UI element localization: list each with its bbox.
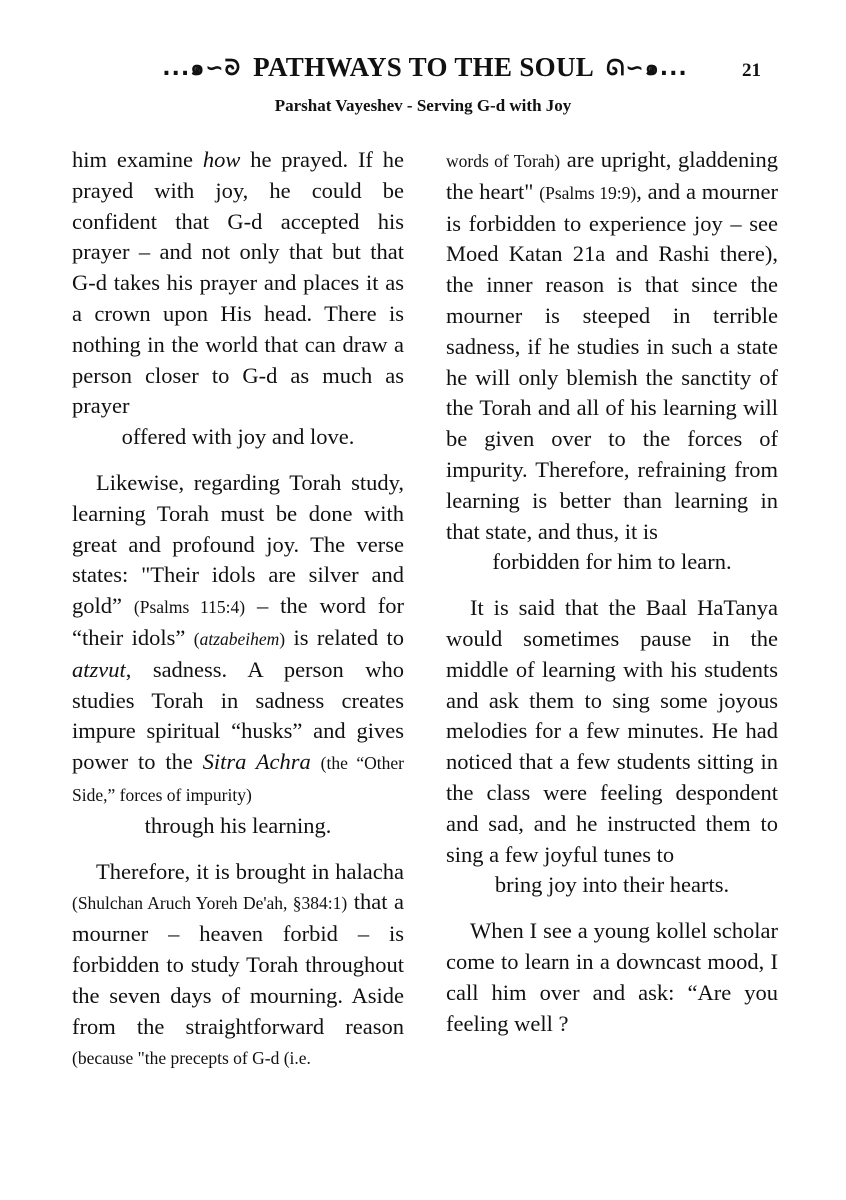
emphasis-text: Sitra Achra [202, 749, 311, 775]
text-run: , sadness. A person who studies Torah in sadness creates impure spiritual “husks” and gives power to the [72, 656, 404, 775]
citation: (the “Other Side,” forces of impurity) [72, 753, 405, 805]
chapter-subtitle: Parshat Vayeshev - Serving G-d with Joy [274, 96, 572, 115]
ornament-left-icon: ...๑∽ᘐ [162, 56, 242, 81]
text-run: – the word for “their idols” [72, 593, 404, 650]
running-header [0, 50, 846, 90]
paragraph-mourner-continued [446, 145, 778, 547]
text-run: is related to [285, 624, 405, 650]
paragraph-torah-study [72, 468, 404, 811]
citation: (because "the precepts of G-d (i.e. [72, 1048, 311, 1069]
emphasis-text: atzvut [72, 656, 126, 682]
page-number: 21 [742, 60, 761, 81]
right-column [446, 145, 778, 1039]
paragraph-end-line: forbidden for him to learn. [492, 549, 732, 575]
citation: words of Torah) [446, 151, 561, 171]
text-run: When I see a young kollel scholar come to learn in a downcast mood, I call him over and ask: “Are you feeling well ? [446, 918, 778, 1036]
citation-term: atzabeihem [199, 628, 280, 649]
text-run: Likewise, regarding Torah study, learning Torah must be done with great and profound joy. The verse states: "Their idols are silver and gold” [72, 469, 404, 619]
citation: (Psalms 115:4) [133, 597, 246, 618]
citation-open: ( [193, 628, 200, 649]
ornament-right-icon: ᘏ∽๑... [606, 56, 688, 81]
emphasis-text: how [202, 147, 241, 172]
paragraph-mourner [72, 857, 404, 1075]
paragraph-kollel-scholar [446, 916, 778, 1039]
paragraph-end-line: bring joy into their hearts. [494, 872, 730, 898]
text-run: are upright, gladdening the heart" [446, 147, 779, 204]
paragraph-end-line: through his learning. [144, 812, 332, 838]
text-run [311, 749, 321, 774]
citation: (Shulchan Aruch Yoreh De'ah, §384:1) [72, 893, 348, 914]
running-title: PATHWAYS TO THE SOUL [253, 52, 595, 82]
text-run: , and a mourner is forbidden to experience joy – see Moed Katan 21a and Rashi there), the inner reason is that since the mourner is steeped in terrible sadness, if he studies in such a state he will only blemish the sanctity of the Torah and all of his learning will be given over to the forces of impurity. Therefore, refraining from learning is better than learning in that state, and thus, it is [446, 178, 778, 544]
title-row [130, 50, 720, 85]
text-run: It is said that the Baal HaTanya would sometimes pause in the middle of learning with his students and ask them to sing some joyous melodies for a few minutes. He had noticed that a few students sitting in the class were feeling despondent and sad, and he instructed them to sing a few joyful tunes to [446, 595, 778, 867]
paragraph-baal-hatanya [446, 593, 778, 870]
citation: (Psalms 19:9) [539, 182, 637, 203]
left-column [72, 145, 404, 1074]
text-run: Therefore, it is brought in halacha [96, 858, 404, 884]
citation-close: ) [279, 628, 286, 649]
text-run: that a mourner – heaven forbid – is forbidden to study Torah throughout the seven days of mourning. Aside from the straightforward reason [72, 889, 404, 1039]
text-run: him examine [72, 147, 203, 172]
text-run: he prayed. If he prayed with joy, he could be confident that G-d accepted his prayer – and not only that but that G-d takes his prayer and places it as a crown upon His head. There is nothing in the world that can draw a person closer to G-d as much as prayer [72, 147, 404, 419]
paragraph-end-line: offered with joy and love. [121, 424, 355, 450]
paragraph-prayer [72, 145, 404, 422]
